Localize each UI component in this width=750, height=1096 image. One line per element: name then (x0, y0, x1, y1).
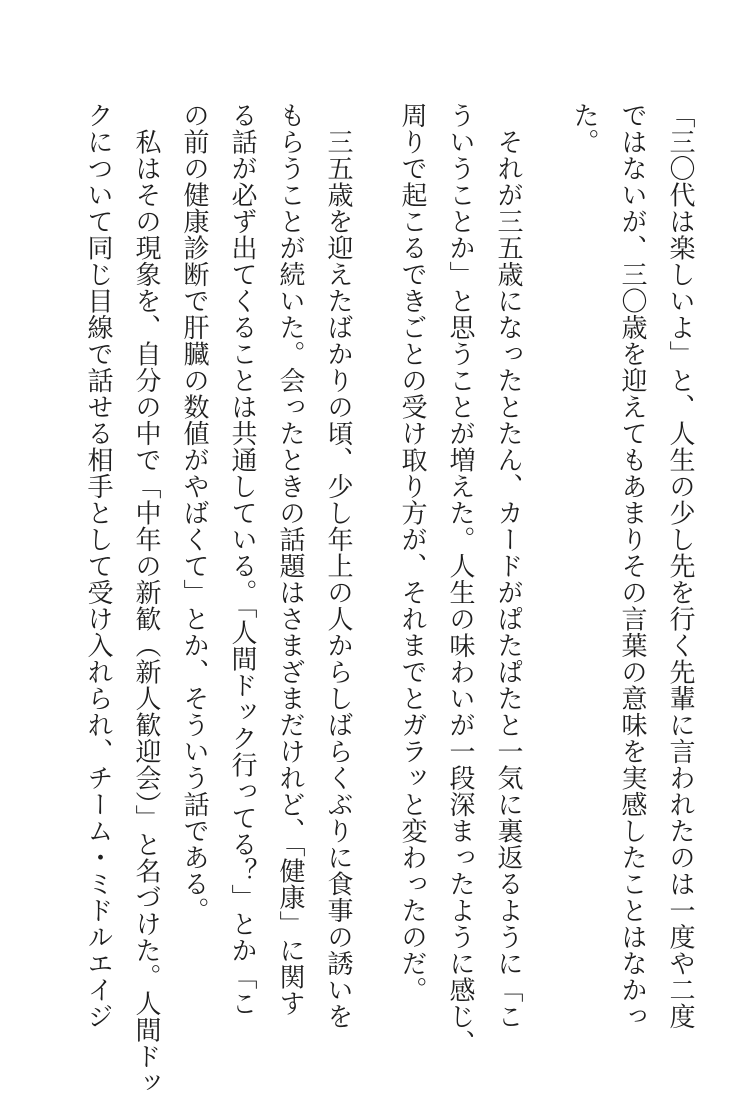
text-line-12: の前の健康診断で肝臓の数値がやばくて」とか、そういう話である。 (179, 102, 209, 924)
text-line-5: それが三五歳になったとたん、カードがぱたぱたと一気に裏返るように「こ (493, 102, 523, 1030)
text-line-3: た。 (569, 102, 599, 155)
text-line-13: 私はその現象を、自分の中で「中年の新歓（新人歓迎会）」と名づけた。人間ドッ (131, 102, 161, 1096)
text-line-11: る話が必ず出てくることは共通している。「人間ドック行ってる？」とか「こ (227, 102, 257, 1017)
text-line-10: もらうことが続いた。会ったときの話題はさまざまだけれど、「健康」に関す (275, 102, 305, 1017)
text-line-9: 三五歳を迎えたばかりの頃、少し年上の人からしばらくぶりに食事の誘いを (323, 102, 353, 1030)
text-line-14: クについて同じ目線で話せる相手として受け入れられ、チーム・ミドルエイジ (83, 102, 113, 1030)
text-line-6: ういうことか」と思うことが増えた。人生の味わいが一段深まったように感じ、 (445, 102, 475, 1056)
text-line-1: 「三〇代は楽しいよ」と、人生の少し先を行く先輩に言われたのは一度や二度 (665, 102, 695, 1030)
text-line-7: 周りで起こるできごとの受け取り方が、それまでとガラッと変わったのだ。 (397, 102, 427, 1003)
text-line-2: ではないが、三〇歳を迎えてもあまりその言葉の意味を実感したことはなかっ (617, 102, 647, 1030)
